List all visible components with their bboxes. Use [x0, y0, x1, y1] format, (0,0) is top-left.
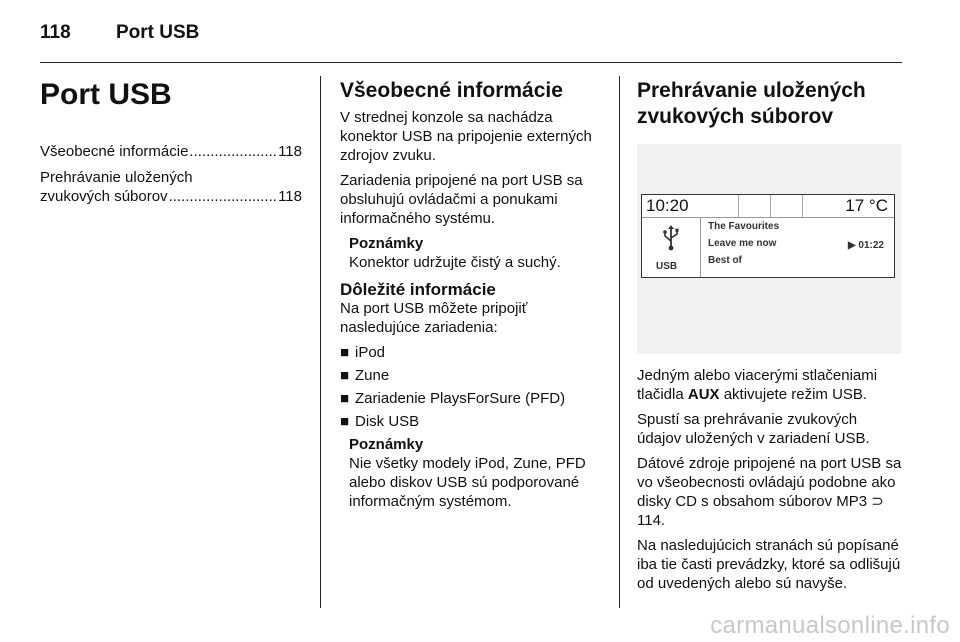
- track-entry: Best of: [708, 255, 742, 266]
- note-text: Konektor udržujte čistý a suchý.: [349, 254, 561, 271]
- list-item: [340, 412, 602, 431]
- column-divider-1: [320, 76, 321, 608]
- device-list: [340, 343, 602, 431]
- track-entry: The Favourites: [708, 221, 780, 232]
- toc-entry-title: Všeobecné informácie: [40, 143, 189, 160]
- list-item-text: Zariadenie PlaysForSure (PFD): [355, 390, 566, 407]
- header-rule: [40, 62, 902, 63]
- paragraph: [637, 366, 905, 404]
- note-block: [349, 435, 602, 511]
- toc-leader-dots: [169, 187, 278, 206]
- toc-leader-dots: [189, 142, 277, 161]
- toc-entry-general-info[interactable]: [40, 142, 302, 161]
- toc-page-number: 118: [278, 188, 302, 205]
- toc-entry-title: Prehrávanie uložených: [40, 169, 193, 186]
- display-temperature: 17 °C: [845, 196, 888, 215]
- chapter-title: Port USB: [40, 78, 172, 111]
- track-entry: Leave me now: [708, 238, 777, 249]
- note-block: [349, 234, 602, 272]
- page-number: 118: [40, 22, 71, 43]
- paragraph: Dátové zdroje pripojené na port USB sa vo všeobecnosti ovládajú podobne ako disky CD s obsahom súborov MP3 ⊃ 114.: [637, 455, 902, 529]
- watermark: carmanualsonline.info: [710, 612, 950, 639]
- bullet-icon: ■: [340, 390, 350, 407]
- header-section-title: Port USB: [116, 22, 200, 43]
- paragraph: Na nasledujúcich stranách sú popísané iba tie časti prevádzky, ktoré sa odlišujú od uvedených alebo sú navyše.: [637, 537, 901, 592]
- infotainment-display: [641, 194, 895, 278]
- general-info-column: [340, 70, 602, 517]
- bullet-icon: ■: [340, 367, 350, 384]
- paragraph-text: Jedným alebo viacerými stlačeniami tlačidla: [637, 367, 878, 403]
- status-bar-divider: [738, 195, 739, 217]
- page-header: [40, 22, 199, 44]
- subheading-important-info: Dôležité informácie: [340, 280, 496, 299]
- paragraph-text: aktivujete režim USB.: [719, 386, 868, 403]
- section-heading-general-info: Všeobecné informácie: [340, 79, 563, 102]
- status-bar-divider: [802, 195, 803, 217]
- list-item: [340, 343, 602, 362]
- aux-key-label: AUX: [687, 386, 720, 403]
- toc-column: [40, 70, 302, 213]
- bullet-icon: ■: [340, 413, 350, 430]
- list-item-text: Disk USB: [355, 413, 420, 430]
- bullet-icon: ■: [340, 344, 350, 361]
- display-status-bar: [642, 195, 894, 218]
- status-bar-divider: [770, 195, 771, 217]
- column-divider-2: [619, 76, 620, 608]
- section-heading-playing-audio: Prehrávanie uložených zvukových súborov: [637, 79, 866, 128]
- list-item-text: Zune: [355, 367, 390, 384]
- display-clock: 10:20: [646, 196, 689, 215]
- paragraph: Spustí sa prehrávanie zvukových údajov uložených v zariadení USB.: [637, 411, 870, 447]
- note-text: Nie všetky modely iPod, Zune, PFD alebo diskov USB sú podporované informačným systémom.: [349, 455, 586, 510]
- playback-time: ▶ 01:22: [847, 240, 884, 251]
- paragraph: Na port USB môžete pripojiť nasledujúce zariadenia:: [340, 300, 528, 336]
- toc-entry-playing-audio[interactable]: [40, 168, 302, 206]
- display-illustration: [637, 144, 901, 354]
- note-title: Poznámky: [349, 235, 424, 252]
- source-label: USB: [656, 261, 678, 272]
- paragraph: Zariadenia pripojené na port USB sa obsluhujú ovládačmi a ponukami informačného systému.: [340, 172, 583, 227]
- note-title: Poznámky: [349, 436, 424, 453]
- paragraph: V strednej konzole sa nachádza konektor USB na pripojenie externých zdrojov zvuku.: [340, 109, 592, 164]
- list-item: [340, 389, 602, 408]
- list-item: [340, 366, 602, 385]
- toc-page-number: 118: [278, 143, 302, 160]
- list-item-text: iPod: [355, 344, 386, 361]
- playback-column: [637, 70, 905, 599]
- display-source-panel: [642, 217, 701, 277]
- toc-entry-title-cont: zvukových súborov: [40, 188, 168, 205]
- usb-icon: [662, 225, 680, 251]
